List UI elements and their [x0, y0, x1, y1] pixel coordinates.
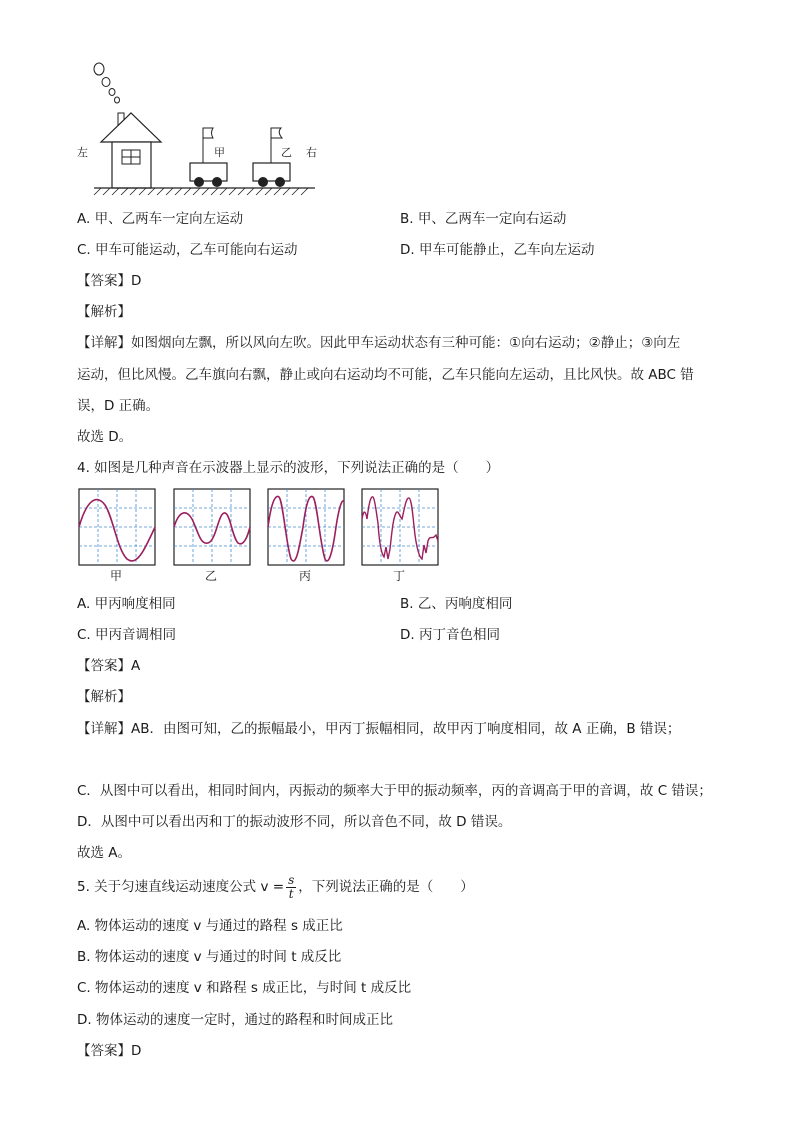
waveform-bing [268, 489, 344, 565]
smoke-circle [94, 63, 104, 75]
q5-question-prefix: 5. 关于匀速直线运动速度公式 v = [77, 879, 285, 895]
figure-car-a-label: 甲 [214, 146, 225, 159]
house-body [112, 142, 151, 188]
q4-option-d: D. 丙丁音色相同 [400, 627, 500, 643]
q4-question: 4. 如图是几种声音在示波器上显示的波形，下列说法正确的是（ ） [77, 460, 500, 476]
q3-answer: 【答案】D [77, 273, 142, 289]
q5-option-d: D. 物体运动的速度一定时，通过的路程和时间成正比 [77, 1012, 393, 1028]
q4-option-b: B. 乙、丙响度相同 [400, 596, 513, 612]
q3-conclusion: 故选 D。 [77, 429, 133, 445]
ground-hatching [94, 188, 308, 195]
q5-formula-denominator: t [288, 886, 294, 901]
q3-option-d: D. 甲车可能静止，乙车向左运动 [400, 242, 595, 258]
figure-left-label: 左 [77, 146, 88, 159]
q5-formula-numerator: s [288, 872, 295, 887]
q5-question [77, 872, 474, 902]
q3-option-b: B. 甲、乙两车一定向右运动 [400, 211, 567, 227]
waveform-ding [362, 489, 438, 565]
q4-detail-line1: 【详解】AB．由图可知，乙的振幅最小，甲丙丁振幅相同，故甲丙丁响度相同，故 A 正确，B 错误； [77, 721, 681, 737]
cart-a-wheel [194, 177, 204, 187]
cart-b-body [253, 163, 290, 181]
cart-a-body [190, 163, 227, 181]
q4-detail-line2: C．从图中可以看出，相同时间内，丙振动的频率大于甲的振动频率，丙的音调高于甲的音调，故 C 错误； [77, 783, 712, 799]
cart-b-flag [271, 128, 282, 138]
q5-option-c: C. 物体运动的速度 v 和路程 s 成正比，与时间 t 成反比 [77, 980, 412, 996]
wave-label-bing: 丙 [299, 569, 312, 583]
q5-question-suffix: ，下列说法正确的是（ ） [298, 879, 474, 895]
q4-conclusion: 故选 A。 [77, 845, 132, 861]
cart-a-wheel [212, 177, 222, 187]
q5-option-a: A. 物体运动的速度 v 与通过的路程 s 成正比 [77, 918, 343, 934]
smoke-circle [109, 89, 115, 96]
q3-analysis-heading: 【解析】 [77, 304, 131, 320]
q4-option-a: A. 甲丙响度相同 [77, 596, 176, 612]
cart-b-wheel [258, 177, 268, 187]
wave-label-ding: 丁 [393, 569, 406, 583]
q3-detail-line2: 运动，但比风慢。乙车旗向右飘，静止或向右运动均不可能，乙车只能向左运动，且比风快。故 ABC 错 [77, 367, 694, 383]
oscilloscope-figure [78, 488, 442, 568]
q3-detail-line3: 误，D 正确。 [77, 398, 160, 414]
q3-option-a: A. 甲、乙两车一定向左运动 [77, 211, 244, 227]
cart-b-wheel [275, 177, 285, 187]
smoke-circle [102, 78, 110, 87]
figure-car-b-label: 乙 [281, 146, 292, 159]
q5-option-b: B. 物体运动的速度 v 与通过的时间 t 成反比 [77, 949, 342, 965]
waveform-jia [79, 489, 155, 565]
wave-label-yi: 乙 [205, 569, 218, 583]
smoke-circle [115, 97, 120, 103]
q4-detail-line3: D．从图中可以看出丙和丁的振动波形不同，所以音色不同，故 D 错误。 [77, 814, 512, 830]
q5-answer: 【答案】D [77, 1043, 142, 1059]
wave-label-jia: 甲 [110, 569, 123, 583]
figure-house-carts [72, 58, 322, 200]
q5-formula-fraction [286, 874, 296, 901]
figure-right-label: 右 [306, 146, 317, 159]
house-roof [101, 113, 161, 142]
q4-option-c: C. 甲丙音调相同 [77, 627, 177, 643]
q3-detail-line1: 【详解】如图烟向左飘，所以风向左吹。因此甲车运动状态有三种可能：①向右运动；②静止；③向左 [77, 335, 681, 351]
cart-a-flag [203, 128, 213, 138]
q4-analysis-heading: 【解析】 [77, 689, 131, 705]
q4-answer: 【答案】A [77, 658, 141, 674]
waveform-yi [174, 489, 250, 565]
q3-option-c: C. 甲车可能运动，乙车可能向右运动 [77, 242, 298, 258]
